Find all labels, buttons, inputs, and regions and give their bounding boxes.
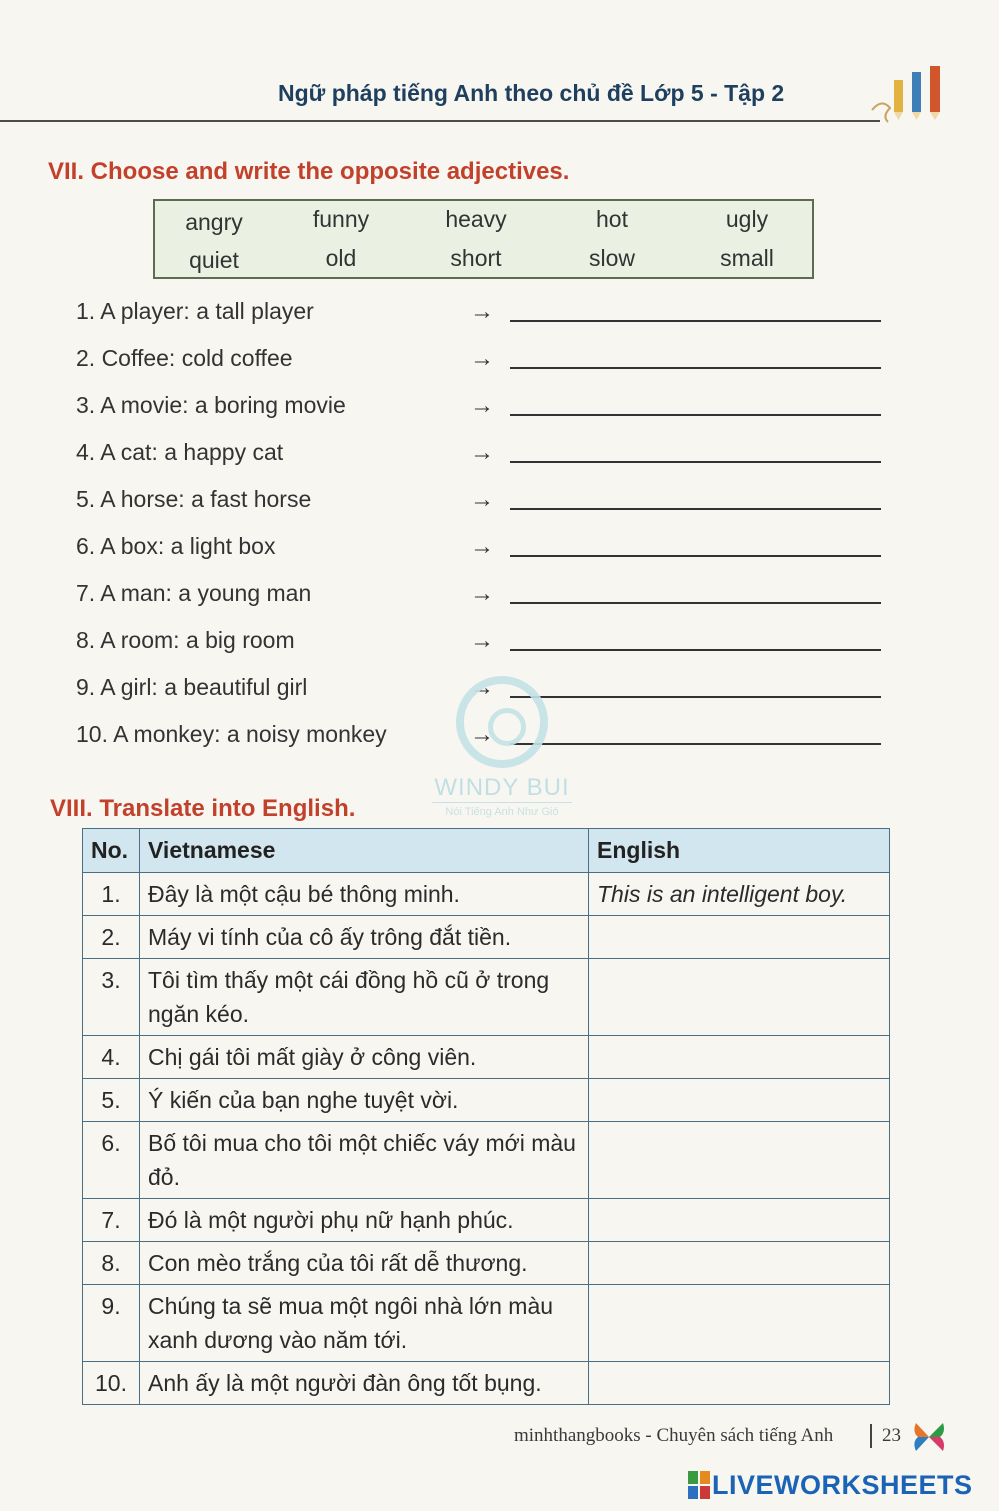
table-row — [83, 1242, 890, 1285]
english-answer[interactable] — [589, 1122, 890, 1199]
table-header-row — [83, 829, 890, 873]
vietnamese-sentence: Đó là một người phụ nữ hạnh phúc. — [140, 1199, 589, 1242]
vietnamese-sentence: Chị gái tôi mất giày ở công viên. — [140, 1036, 589, 1079]
word-bank — [153, 199, 814, 279]
header-vietnamese: Vietnamese — [140, 829, 589, 873]
book-title: Ngữ pháp tiếng Anh theo chủ đề Lớp 5 - Tập 2 — [278, 80, 785, 106]
exercise-item: 4. A cat: a happy cat — [76, 439, 284, 465]
arrow-icon: → — [470, 627, 494, 654]
word-bank-word: heavy — [445, 206, 507, 232]
arrow-icon: → — [470, 392, 494, 419]
row-number: 2. — [83, 916, 140, 959]
vietnamese-sentence: Máy vi tính của cô ấy trông đắt tiền. — [140, 916, 589, 959]
header-divider — [0, 120, 880, 122]
watermark-tagline: Nói Tiếng Anh Như Gió — [432, 802, 572, 818]
word-bank-word: old — [325, 245, 357, 271]
answer-line[interactable] — [510, 649, 881, 651]
answer-line[interactable] — [510, 414, 881, 416]
publisher-logo-icon — [912, 1420, 946, 1454]
arrow-icon: → — [470, 721, 494, 748]
header-english: English — [589, 829, 890, 873]
word-bank-word: quiet — [189, 247, 239, 273]
footer-publisher: minhthangbooks - Chuyên sách tiếng Anh — [514, 1425, 834, 1446]
row-number: 9. — [83, 1285, 140, 1362]
table-row — [83, 1362, 890, 1405]
arrow-icon: → — [470, 298, 494, 325]
english-answer[interactable] — [589, 1199, 890, 1242]
row-number: 3. — [83, 959, 140, 1036]
exercise-item: 10. A monkey: a noisy monkey — [76, 721, 387, 747]
arrow-icon: → — [470, 674, 494, 701]
english-answer[interactable] — [589, 1242, 890, 1285]
word-bank-word: hot — [596, 206, 628, 232]
table-row — [83, 1122, 890, 1199]
arrow-icon: → — [470, 580, 494, 607]
table-row — [83, 959, 890, 1036]
word-bank-word: funny — [312, 206, 370, 232]
table-row — [83, 1079, 890, 1122]
english-answer: This is an intelligent boy. — [589, 873, 890, 916]
row-number: 10. — [83, 1362, 140, 1405]
exercise-item: 7. A man: a young man — [76, 580, 312, 606]
translation-table — [82, 828, 890, 1405]
section-8-title: VIII. Translate into English. — [50, 795, 356, 822]
word-bank-word: small — [720, 245, 774, 271]
english-answer[interactable] — [589, 1079, 890, 1122]
table-row — [83, 916, 890, 959]
row-number: 4. — [83, 1036, 140, 1079]
table-row — [83, 1036, 890, 1079]
table-row — [83, 1199, 890, 1242]
watermark-name: WINDY BUI — [434, 774, 570, 801]
row-number: 1. — [83, 873, 140, 916]
word-bank-word: short — [450, 245, 502, 271]
word-bank-word: angry — [185, 209, 243, 235]
answer-line[interactable] — [510, 461, 881, 463]
exercise-item: 8. A room: a big room — [76, 627, 295, 653]
word-bank-word: slow — [588, 245, 635, 271]
vietnamese-sentence: Tôi tìm thấy một cái đồng hồ cũ ở trong ngăn kéo. — [140, 959, 589, 1036]
english-answer[interactable] — [589, 1362, 890, 1405]
vietnamese-sentence: Con mèo trắng của tôi rất dễ thương. — [140, 1242, 589, 1285]
vietnamese-sentence: Bố tôi mua cho tôi một chiếc váy mới màu đỏ. — [140, 1122, 589, 1199]
vietnamese-sentence: Anh ấy là một người đàn ông tốt bụng. — [140, 1362, 589, 1405]
footer-divider — [870, 1424, 872, 1448]
vietnamese-sentence: Ý kiến của bạn nghe tuyệt vời. — [140, 1079, 589, 1122]
answer-line[interactable] — [510, 508, 881, 510]
answer-line[interactable] — [510, 367, 881, 369]
exercise-item: 9. A girl: a beautiful girl — [76, 674, 308, 700]
row-number: 8. — [83, 1242, 140, 1285]
answer-line[interactable] — [510, 602, 881, 604]
section-7-title: VII. Choose and write the opposite adjectives. — [48, 158, 570, 185]
row-number: 5. — [83, 1079, 140, 1122]
table-row — [83, 873, 890, 916]
page-number: 23 — [882, 1425, 901, 1446]
answer-line[interactable] — [510, 320, 881, 322]
header-no: No. — [83, 829, 140, 873]
table-row — [83, 1285, 890, 1362]
english-answer[interactable] — [589, 1285, 890, 1362]
row-number: 7. — [83, 1199, 140, 1242]
vietnamese-sentence: Đây là một cậu bé thông minh. — [140, 873, 589, 916]
exercise-item: 5. A horse: a fast horse — [76, 486, 312, 512]
exercise-item: 1. A player: a tall player — [76, 298, 314, 324]
exercise-item: 2. Coffee: cold coffee — [76, 345, 293, 371]
watermark — [432, 676, 572, 836]
vietnamese-sentence: Chúng ta sẽ mua một ngôi nhà lớn màu xanh dương vào năm tới. — [140, 1285, 589, 1362]
liveworksheets-logo-icon — [688, 1471, 710, 1499]
arrow-icon: → — [470, 345, 494, 372]
arrow-icon: → — [470, 486, 494, 513]
exercise-item: 6. A box: a light box — [76, 533, 276, 559]
arrow-icon: → — [470, 439, 494, 466]
liveworksheets-brand[interactable]: LIVEWORKSHEETS — [712, 1470, 973, 1500]
pencils-icon — [868, 62, 958, 132]
row-number: 6. — [83, 1122, 140, 1199]
english-answer[interactable] — [589, 916, 890, 959]
arrow-icon: → — [470, 533, 494, 560]
watermark-logo-icon — [456, 676, 548, 768]
english-answer[interactable] — [589, 1036, 890, 1079]
english-answer[interactable] — [589, 959, 890, 1036]
exercise-item: 3. A movie: a boring movie — [76, 392, 346, 418]
answer-line[interactable] — [510, 555, 881, 557]
word-bank-word: ugly — [725, 206, 769, 232]
